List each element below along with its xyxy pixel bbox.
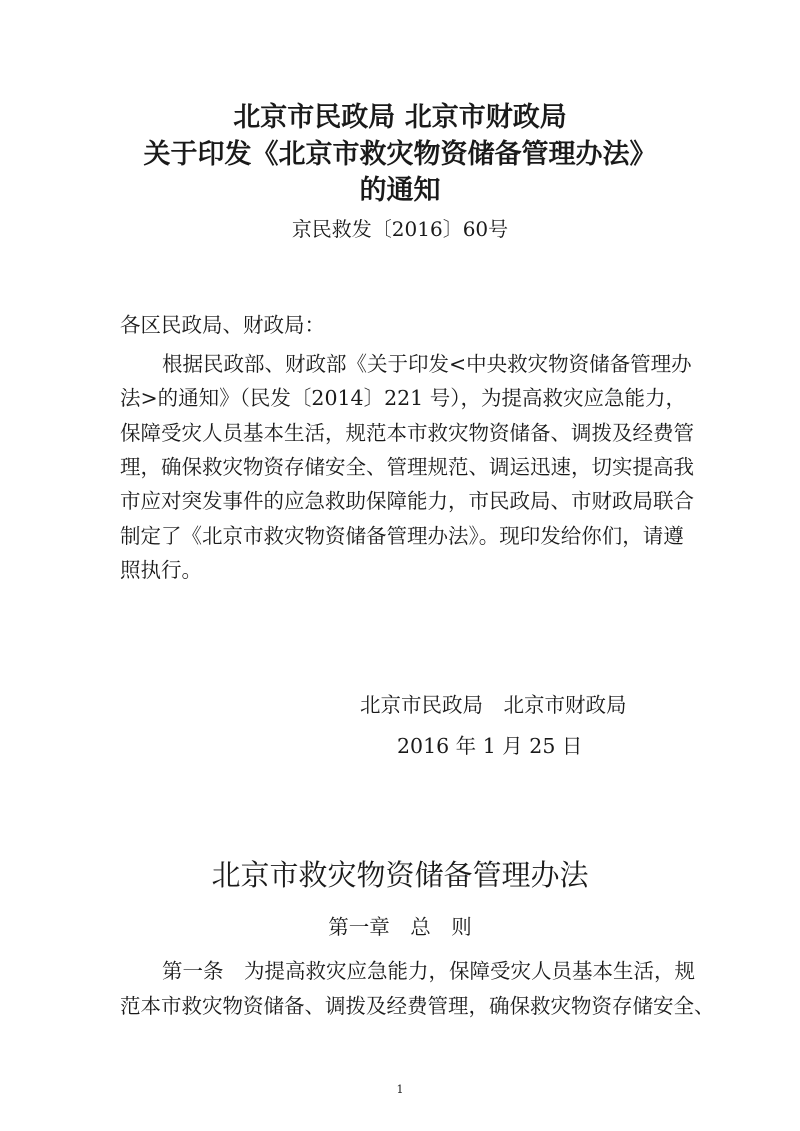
body-line: 根据民政部、财政部《关于印发<中央救灾物资储备管理办 [162,352,692,376]
regulation-title: 北京市救灾物资储备管理办法 [211,858,589,892]
article-line: 范本市救灾物资储备、调拨及经费管理，确保救灾物资存储安全、 [120,994,715,1018]
article-line: 第一条 为提高救灾应急能力，保障受灾人员基本生活，规 [162,959,695,983]
page-number: 1 [396,1083,404,1096]
document-number: 京民救发〔2016〕60号 [291,217,509,241]
body-line: 理，确保救灾物资存储安全、管理规范、调运迅速，切实提高我 [120,455,694,479]
title-line: 的通知 [359,175,441,206]
body-line: 制定了《北京市救灾物资储备管理办法》。现印发给你们，请遵 [120,524,684,548]
body-line: 法>的通知》（民发〔2014〕221 号），为提高救灾应急能力， [120,386,686,410]
signature: 北京市民政局 北京市财政局 [360,693,627,717]
title-line: 北京市民政局 北京市财政局 [233,102,567,133]
body-line: 保障受灾人员基本生活，规范本市救灾物资储备、调拨及经费管 [120,421,694,445]
chapter-heading: 第一章 总 则 [328,915,472,939]
salutation: 各区民政局、财政局： [120,313,325,337]
title-line: 关于印发《北京市救灾物资储备管理办法》 [143,139,657,170]
body-line: 照执行。 [120,558,202,582]
date: 2016 年 1 月 25 日 [397,734,583,758]
body-line: 市应对突发事件的应急救助保障能力，市民政局、市财政局联合 [120,489,694,513]
